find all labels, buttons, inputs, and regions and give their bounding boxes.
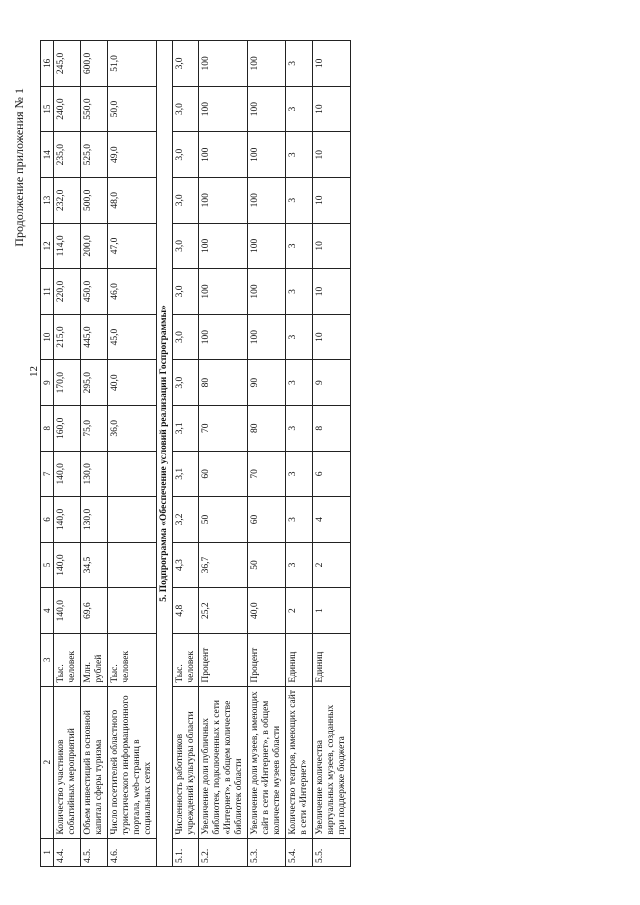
- value-cell: 9: [312, 360, 350, 406]
- column-header: 3: [41, 633, 54, 686]
- value-cell: 3: [285, 269, 312, 315]
- value-cell: 445,0: [81, 314, 108, 360]
- value-cell: 3,0: [172, 314, 199, 360]
- unit-cell: Тыс. человек: [172, 633, 199, 686]
- value-cell: 80: [199, 360, 248, 406]
- value-cell: 140,0: [54, 451, 81, 497]
- value-cell: 10: [312, 132, 350, 178]
- value-cell: 100: [199, 41, 248, 87]
- value-cell: 295,0: [81, 360, 108, 406]
- indicator-name: Количество театров, имеющих сайт в сети «Интернет»: [285, 686, 312, 838]
- value-cell: 25,2: [199, 588, 248, 634]
- value-cell: 70: [248, 451, 286, 497]
- value-cell: 100: [199, 132, 248, 178]
- row-number: 4.4.: [54, 838, 81, 866]
- value-cell: 3,0: [172, 41, 199, 87]
- value-cell: 3: [285, 132, 312, 178]
- column-header: 5: [41, 542, 54, 588]
- value-cell: 3: [285, 314, 312, 360]
- value-cell: 50: [248, 542, 286, 588]
- value-cell: [108, 497, 157, 543]
- column-header: 1: [41, 838, 54, 866]
- value-cell: 1: [312, 588, 350, 634]
- value-cell: 3,0: [172, 223, 199, 269]
- value-cell: 69,6: [81, 588, 108, 634]
- indicator-name: Число посетителей областного туристического информационного портала, web-страниц в социальных сетях: [108, 686, 157, 838]
- section-row: [156, 41, 172, 867]
- value-cell: 3,1: [172, 405, 199, 451]
- value-cell: 215,0: [54, 314, 81, 360]
- value-cell: [108, 588, 157, 634]
- value-cell: 130,0: [81, 497, 108, 543]
- appendix-label: Продолжение приложения № 1: [12, 88, 26, 247]
- value-cell: 114,0: [54, 223, 81, 269]
- value-cell: 90: [248, 360, 286, 406]
- table-row: [312, 41, 350, 867]
- value-cell: 140,0: [54, 497, 81, 543]
- indicator-table: [40, 40, 351, 867]
- value-cell: 10: [312, 86, 350, 132]
- value-cell: 100: [199, 177, 248, 223]
- value-cell: 100: [248, 223, 286, 269]
- value-cell: 3: [285, 497, 312, 543]
- unit-cell: Процент: [248, 633, 286, 686]
- value-cell: 46,0: [108, 269, 157, 315]
- value-cell: 4,3: [172, 542, 199, 588]
- value-cell: 500,0: [81, 177, 108, 223]
- value-cell: 100: [199, 269, 248, 315]
- section-title: 5. Подпрограмма «Обеспечение условий реализации Госпрограммы»: [156, 41, 172, 867]
- value-cell: 100: [199, 314, 248, 360]
- table-row: [54, 41, 81, 867]
- value-cell: 3,0: [172, 132, 199, 178]
- column-header: 4: [41, 588, 54, 634]
- value-cell: 525,0: [81, 132, 108, 178]
- value-cell: 600,0: [81, 41, 108, 87]
- value-cell: 34,5: [81, 542, 108, 588]
- value-cell: 170,0: [54, 360, 81, 406]
- column-header: 2: [41, 686, 54, 838]
- column-header: 15: [41, 86, 54, 132]
- column-header: 9: [41, 360, 54, 406]
- column-header: 11: [41, 269, 54, 315]
- value-cell: 40,0: [248, 588, 286, 634]
- row-number: 4.6.: [108, 838, 157, 866]
- row-number: 5.4.: [285, 838, 312, 866]
- value-cell: 3,2: [172, 497, 199, 543]
- value-cell: 45,0: [108, 314, 157, 360]
- value-cell: 3: [285, 86, 312, 132]
- unit-cell: Единиц: [312, 633, 350, 686]
- indicator-name: Увеличение количества виртуальных музеев, созданных при поддержке бюджета: [312, 686, 350, 838]
- value-cell: 3: [285, 223, 312, 269]
- value-cell: 232,0: [54, 177, 81, 223]
- column-header: 7: [41, 451, 54, 497]
- value-cell: 140,0: [54, 588, 81, 634]
- value-cell: 4,8: [172, 588, 199, 634]
- value-cell: 3,0: [172, 269, 199, 315]
- column-header: 14: [41, 132, 54, 178]
- value-cell: 2: [285, 588, 312, 634]
- value-cell: 200,0: [81, 223, 108, 269]
- value-cell: 50: [199, 497, 248, 543]
- value-cell: 3: [285, 405, 312, 451]
- value-cell: 10: [312, 41, 350, 87]
- row-number: 5.2.: [199, 838, 248, 866]
- table-row: [172, 41, 199, 867]
- value-cell: 3: [285, 41, 312, 87]
- page-number: 12: [28, 366, 40, 377]
- value-cell: 80: [248, 405, 286, 451]
- value-cell: 100: [199, 223, 248, 269]
- table-row: [285, 41, 312, 867]
- value-cell: 160,0: [54, 405, 81, 451]
- row-number: 5.1.: [172, 838, 199, 866]
- column-header: 16: [41, 41, 54, 87]
- value-cell: 60: [199, 451, 248, 497]
- value-cell: 3,0: [172, 177, 199, 223]
- unit-cell: Тыс. человек: [108, 633, 157, 686]
- value-cell: 235,0: [54, 132, 81, 178]
- value-cell: 3,0: [172, 360, 199, 406]
- value-cell: 100: [248, 314, 286, 360]
- value-cell: 140,0: [54, 542, 81, 588]
- unit-cell: Единиц: [285, 633, 312, 686]
- value-cell: 36,7: [199, 542, 248, 588]
- value-cell: 240,0: [54, 86, 81, 132]
- table-row: [108, 41, 157, 867]
- indicator-name: Увеличение доли публичных библиотек, подключенных к сети «Интернет», в общем количестве библиотек области: [199, 686, 248, 838]
- value-cell: 50,0: [108, 86, 157, 132]
- value-cell: 49,0: [108, 132, 157, 178]
- value-cell: 100: [199, 86, 248, 132]
- value-cell: 10: [312, 223, 350, 269]
- unit-cell: Млн. рублей: [81, 633, 108, 686]
- value-cell: 3: [285, 542, 312, 588]
- value-cell: 3,0: [172, 86, 199, 132]
- value-cell: 4: [312, 497, 350, 543]
- value-cell: 450,0: [81, 269, 108, 315]
- value-cell: 130,0: [81, 451, 108, 497]
- value-cell: 75,0: [81, 405, 108, 451]
- value-cell: 8: [312, 405, 350, 451]
- column-header: 10: [41, 314, 54, 360]
- column-header: 13: [41, 177, 54, 223]
- value-cell: 100: [248, 177, 286, 223]
- value-cell: 100: [248, 269, 286, 315]
- unit-cell: Тыс. человек: [54, 633, 81, 686]
- value-cell: 70: [199, 405, 248, 451]
- value-cell: 60: [248, 497, 286, 543]
- table-row: [199, 41, 248, 867]
- column-header: 6: [41, 497, 54, 543]
- value-cell: 3: [285, 360, 312, 406]
- value-cell: 10: [312, 269, 350, 315]
- value-cell: 100: [248, 86, 286, 132]
- value-cell: 3,1: [172, 451, 199, 497]
- row-number: 5.3.: [248, 838, 286, 866]
- value-cell: 10: [312, 177, 350, 223]
- value-cell: 10: [312, 314, 350, 360]
- value-cell: [108, 542, 157, 588]
- value-cell: 100: [248, 41, 286, 87]
- row-number: 4.5.: [81, 838, 108, 866]
- value-cell: 36,0: [108, 405, 157, 451]
- indicator-name: Увеличение доли музеев, имеющих сайт в сети «Интернет», в общем количестве музеев области: [248, 686, 286, 838]
- value-cell: 100: [248, 132, 286, 178]
- value-cell: 3: [285, 451, 312, 497]
- value-cell: 2: [312, 542, 350, 588]
- column-header: 8: [41, 405, 54, 451]
- indicator-name: Количество участников событийных мероприятий: [54, 686, 81, 838]
- indicator-name: Численность работников учреждений культуры области: [172, 686, 199, 838]
- value-cell: 48,0: [108, 177, 157, 223]
- header-row: [41, 41, 54, 867]
- value-cell: 40,0: [108, 360, 157, 406]
- value-cell: [108, 451, 157, 497]
- value-cell: 51,0: [108, 41, 157, 87]
- indicator-name: Объем инвестиций в основной капитал сферы туризма: [81, 686, 108, 838]
- value-cell: 3: [285, 177, 312, 223]
- value-cell: 47,0: [108, 223, 157, 269]
- row-number: 5.5.: [312, 838, 350, 866]
- unit-cell: Процент: [199, 633, 248, 686]
- value-cell: 220,0: [54, 269, 81, 315]
- value-cell: 550,0: [81, 86, 108, 132]
- table-row: [248, 41, 286, 867]
- column-header: 12: [41, 223, 54, 269]
- table-row: [81, 41, 108, 867]
- value-cell: 245,0: [54, 41, 81, 87]
- value-cell: 6: [312, 451, 350, 497]
